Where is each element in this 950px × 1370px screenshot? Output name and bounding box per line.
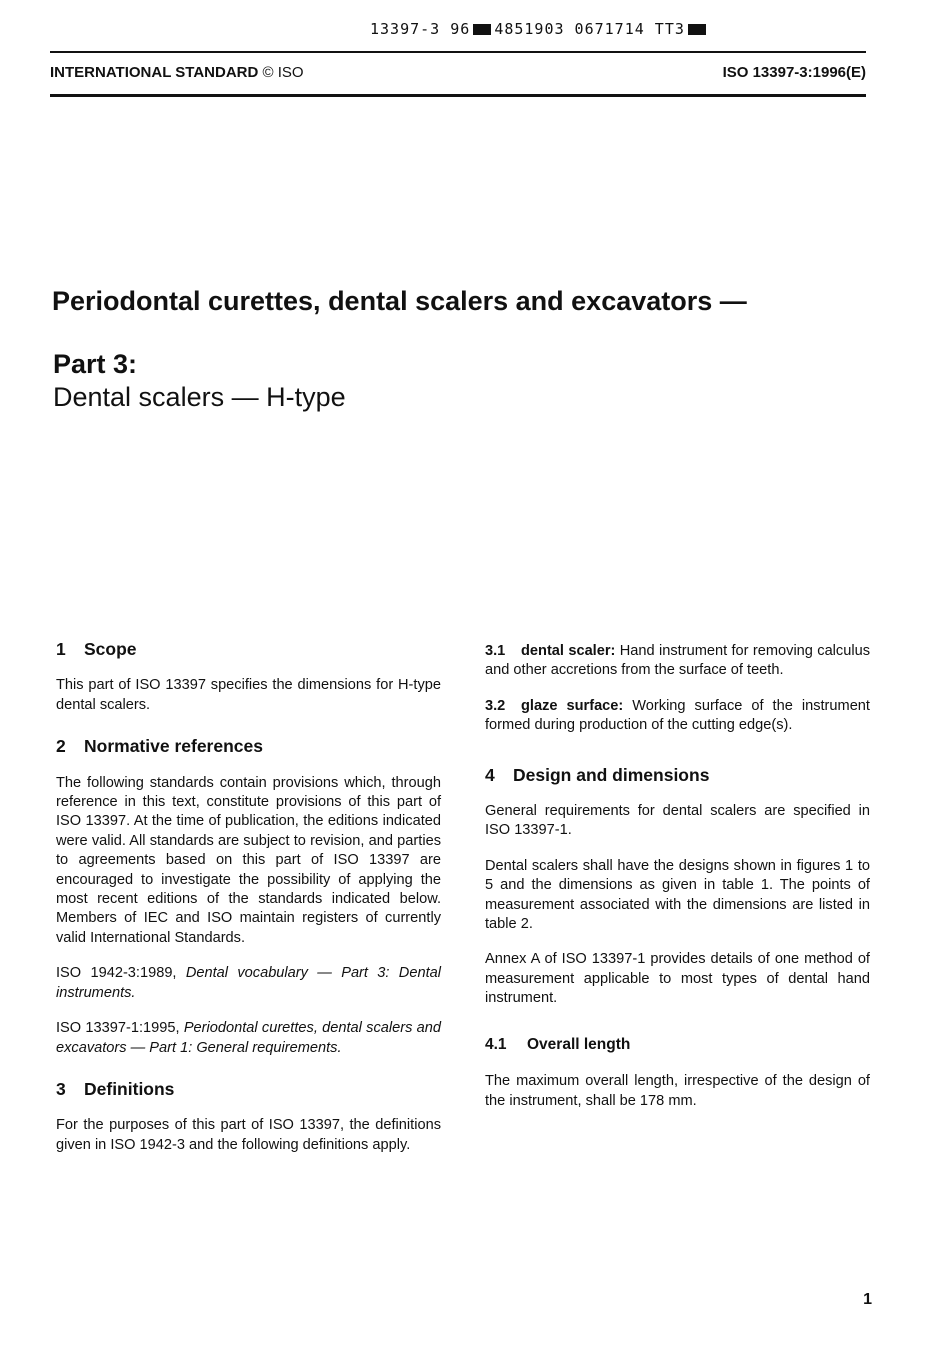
header-left xyxy=(50,64,304,81)
section-1-heading: 1 Scope xyxy=(56,639,137,659)
design-paragraph-3: Annex A of ISO 13397-1 provides details of one method of measurement applicable to most types of dental hand instrument. xyxy=(485,951,870,1007)
page-number: 1 xyxy=(863,1291,872,1308)
header-rule xyxy=(50,94,866,97)
barcode-block xyxy=(688,24,706,35)
design-paragraph-2: Dental scalers shall have the designs shown in figures 1 to 5 and the dimensions as given in table 1. The points of measurement associated with the dimensions are listed in table 2. xyxy=(485,857,870,933)
scope-text: This part of ISO 13397 specifies the dimensions for H-type dental scalers. xyxy=(56,677,441,713)
section-4-heading: 4 Design and dimensions xyxy=(485,764,710,785)
section-2-heading: 2 Normative references xyxy=(56,736,263,757)
barcode-block xyxy=(473,24,491,35)
design-paragraph-1: General requirements for dental scalers are specified in ISO 13397-1. xyxy=(485,803,870,839)
definition-3-2: 3.2 glaze surface: Working surface of the instrument formed during production of the cutting edge(s). xyxy=(485,697,870,734)
definitions-intro: For the purposes of this part of ISO 13397, the definitions given in ISO 1942-3 and the following definitions apply. xyxy=(56,1117,441,1153)
barcode-code-2: 4851903 0671714 TT3 xyxy=(494,20,685,38)
left-column xyxy=(56,640,441,1171)
overall-length-text: The maximum overall length, irrespective of the design of the instrument, shall be 178 mm. xyxy=(485,1073,870,1109)
normative-references-text: The following standards contain provisions which, through reference in this text, constitute provisions of this part of ISO 13397. At the time of publication, the editions indicated were valid. All standards are subject to revision, and parties to agreements based on this part of ISO 13397 are encouraged to investigate the possibility of applying the most recent editions of the standards indicated below. Members of IEC and ISO maintain registers of currently valid International Standards. xyxy=(56,774,441,946)
barcode-strip xyxy=(370,20,790,38)
part-label: Part 3: xyxy=(53,349,138,379)
document-title: Periodontal curettes, dental scalers and excavators — xyxy=(52,286,747,316)
definition-3-1: 3.1 dental scaler: Hand instrument for removing calculus and other accretions from the surface of teeth. xyxy=(485,643,870,679)
document-subtitle: Dental scalers — H-type xyxy=(53,382,346,412)
header-standard-label: INTERNATIONAL STANDARD xyxy=(50,64,259,81)
barcode-code-1: 13397-3 96 xyxy=(370,20,471,38)
header-copyright: © ISO xyxy=(262,64,304,81)
header-document-id: ISO 13397-3:1996(E) xyxy=(722,64,866,81)
section-4-1-heading: 4.1 Overall length xyxy=(485,1035,631,1053)
right-column xyxy=(485,642,870,1127)
section-3-heading: 3 Definitions xyxy=(56,1078,175,1099)
reference-iso-13397-1: ISO 13397-1:1995, Periodontal curettes, dental scalers and excavators — Part 1: General requirements. xyxy=(56,1020,441,1056)
top-rule xyxy=(50,51,866,53)
reference-iso-1942-3: ISO 1942-3:1989, Dental vocabulary — Part 3: Dental instruments. xyxy=(56,965,441,1001)
